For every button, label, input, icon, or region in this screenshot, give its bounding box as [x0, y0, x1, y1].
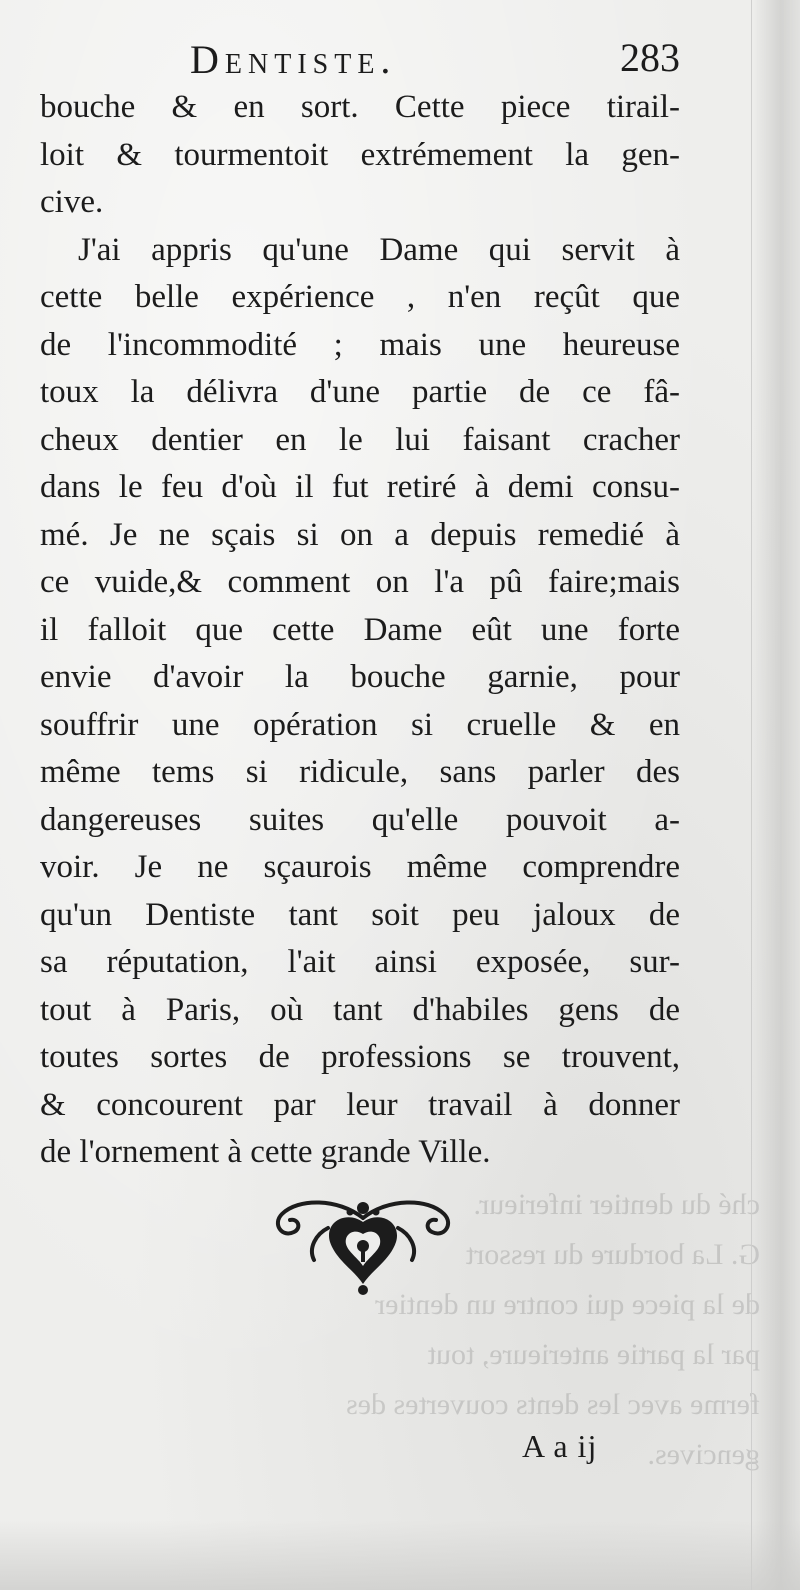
text-line: cette belle expérience , n'en reçût que	[40, 279, 680, 315]
text-line: cive.	[40, 184, 104, 220]
text-line: sa réputation, l'ait ainsi exposée, sur-	[40, 944, 680, 980]
text-line: loit & tourmentoit extrémement la gen-	[40, 136, 680, 173]
text-line: toux la délivra d'une partie de ce fâ-	[40, 374, 680, 410]
text-line: envie d'avoir la bouche garnie, pour	[40, 659, 680, 695]
page-number: 283	[620, 35, 680, 80]
text-line: dans le feu d'où il fut retiré à demi consu-	[40, 469, 680, 505]
text-line: mé. Je ne sçais si on a depuis remedié à	[40, 516, 680, 553]
text-line: qu'un Dentiste tant soit peu jaloux de	[40, 896, 680, 933]
text-line: il falloit que cette Dame eût une forte	[40, 611, 680, 648]
text-line: ce vuide,& comment on l'a pû faire;mais	[40, 564, 680, 600]
text-line: dangereuses suites qu'elle pouvoit a-	[40, 801, 680, 838]
page-edge-shadow	[751, 0, 800, 1590]
text-line: voir. Je ne sçaurois même comprendre	[40, 849, 680, 885]
text-line: souffrir une opération si cruelle & en	[40, 706, 680, 743]
text-line: tout à Paris, où tant d'habiles gens de	[40, 991, 680, 1028]
text-line: bouche & en sort. Cette piece tirail-	[40, 89, 680, 125]
text-line: toutes sortes de professions se trouvent,	[40, 1039, 680, 1075]
text-line: même tems si ridicule, sans parler des	[40, 754, 680, 790]
page-header	[40, 30, 680, 90]
text-line: cheux dentier en le lui faisant cracher	[40, 421, 680, 458]
body-text	[40, 84, 680, 1177]
running-head: Dentiste.	[190, 37, 397, 82]
text-line: & concourent par leur travail à donner	[40, 1086, 680, 1123]
signature-mark: A a ij	[522, 1428, 598, 1464]
fleuron-ornament-icon	[268, 1188, 458, 1300]
text-line: de l'ornement à cette grande Ville.	[40, 1134, 491, 1170]
show-through-text: ché du dentier inferieur. G. La bordure du ressort de la piece qui contre un dentier par la partie anterieure, tout ferme avec les dents couvertes des gencives.	[346, 1188, 760, 1471]
page-bottom-shadow	[0, 1520, 800, 1590]
text-line: de l'incommodité ; mais une heureuse	[40, 326, 680, 363]
text-line: J'ai appris qu'une Dame qui servit à	[78, 231, 680, 268]
